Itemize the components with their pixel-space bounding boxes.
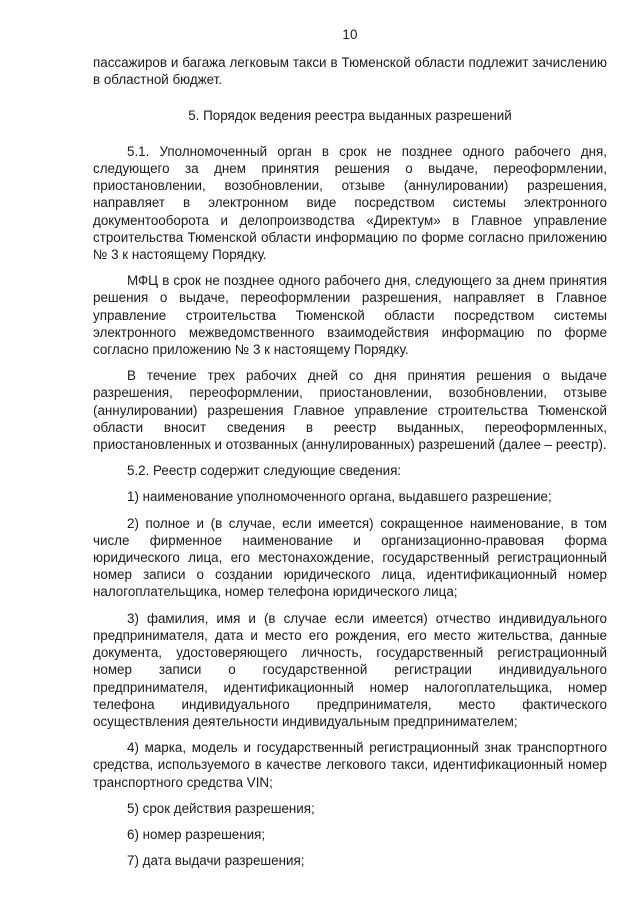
list-item-7: 7) дата выдачи разрешения; — [127, 853, 305, 869]
intro-paragraph: пассажиров и багажа легковым такси в Тюменской области подлежит зачислению в областной бюджет. — [93, 55, 607, 88]
document-page — [93, 26, 607, 869]
paragraph-5-1: 5.1. Уполномоченный орган в срок не позднее одного рабочего дня, следующего за днем принятия решения о выдаче, переоформлении, приостановлении, возобновлении, отзыве (аннулировании) разрешения, направляет в электронном виде посредством системы электронного документооборота и делопроизводства «Директум» в Главное управление строительства Тюменской области информацию по форме согласно приложению № 3 к настоящему Порядку. — [93, 143, 607, 263]
list-item-6: 6) номер разрешения; — [127, 826, 266, 842]
list-item-1: 1) наименование уполномоченного органа, выдавшего разрешение; — [127, 489, 552, 505]
paragraph-5-2: 5.2. Реестр содержит следующие сведения: — [127, 463, 402, 479]
paragraph-registry-entry: В течение трех рабочих дней со дня принятия решения о выдаче разрешения, переоформлении, приостановлении, возобновлении, отзыве (аннулировании) разрешения Главное управление строительства Тюменской области вносит сведения в реестр выданных, переоформленных, приостановленных и отозванных (аннулированных) разрешений (далее – реестр). — [93, 368, 607, 453]
section-title: 5. Порядок ведения реестра выданных разрешений — [188, 107, 512, 123]
list-item-5: 5) срок действия разрешения; — [127, 800, 315, 816]
list-item-4: 4) марка, модель и государственный регистрационный знак транспортного средства, используемого в качестве легкового такси, идентификационный номер транспортного средства VIN; — [93, 740, 607, 790]
paragraph-mfc: МФЦ в срок не позднее одного рабочего дня, следующего за днем принятия решения о выдаче, переоформлении разрешения, направляет в Главное управление строительства Тюменской области посредством системы электронного межведомственного взаимодействия информацию по форме согласно приложению № 3 к настоящему Порядку. — [93, 273, 607, 358]
list-item-2: 2) полное и (в случае, если имеется) сокращенное наименование, в том числе фирменное наименование и организационно-правовая форма юридического лица, его местонахождение, государственный регистрационный номер записи о создании юридического лица, идентификационный номер налогоплательщика, номер телефона юридического лица; — [93, 515, 607, 600]
list-item-3: 3) фамилия, имя и (в случае если имеется) отчество индивидуального предпринимателя, дата и место его рождения, его место жительства, данные документа, удостоверяющего личность, государственный регистрационный номер записи о государственной регистрации индивидуального предпринимателя, идентификационный номер налогоплательщика, номер телефона индивидуального предпринимателя, место фактического осуществления деятельности индивидуальным предпринимателем; — [93, 610, 607, 729]
page-number: 10 — [342, 27, 358, 42]
